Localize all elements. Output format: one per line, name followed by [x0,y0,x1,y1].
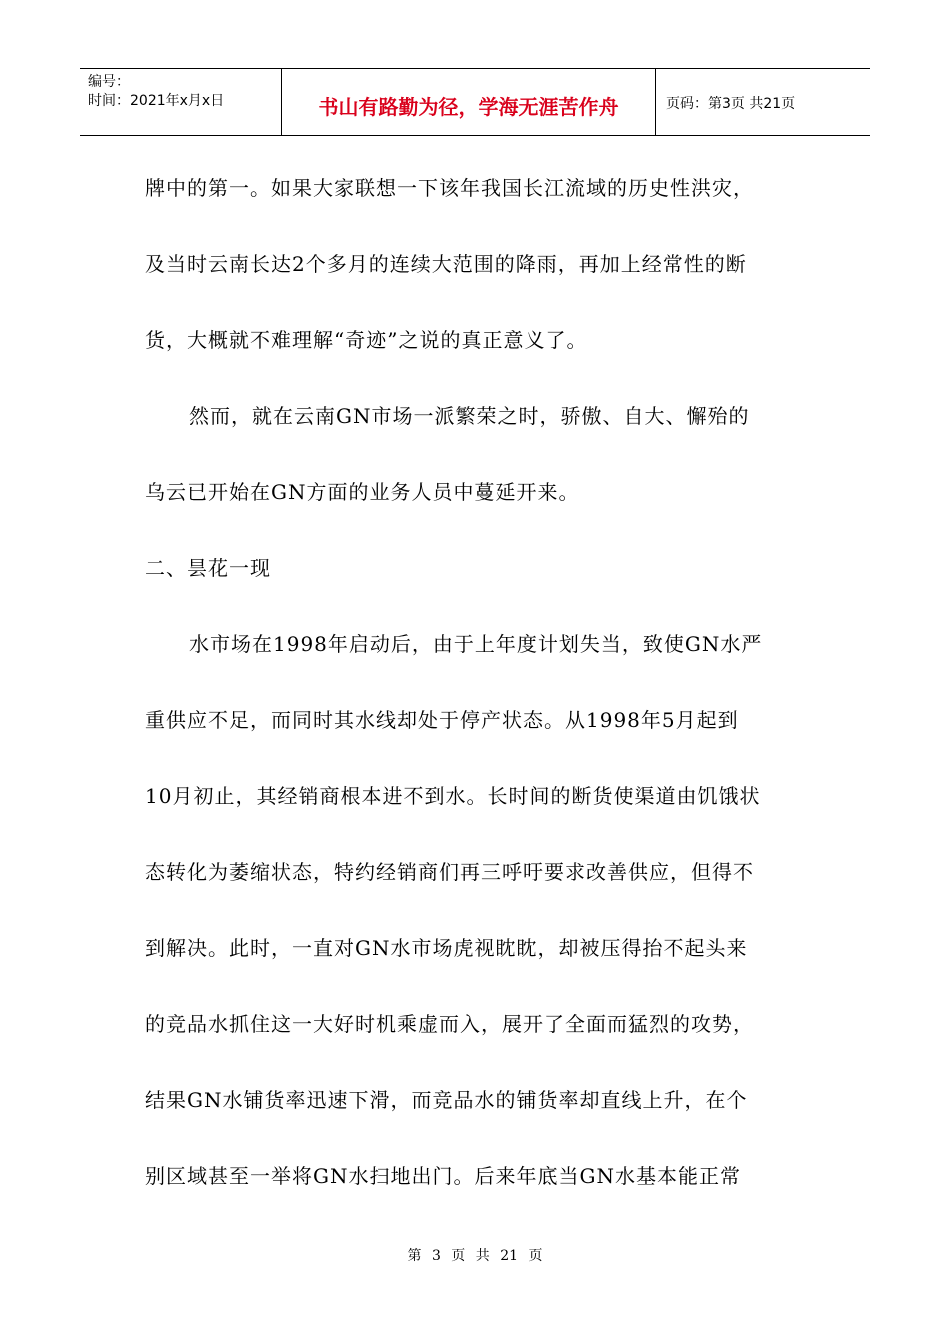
body-line: 然而，就在云南GN市场一派繁荣之时，骄傲、自大、懈殆的 [189,404,750,428]
document-time-label: 时间：2021年x月x日 [88,93,225,109]
body-line: 到解决。此时，一直对GN水市场虎视眈眈，却被压得抬不起头来 [145,936,748,960]
document-number-label: 编号： [88,74,130,90]
document-body [145,150,810,1214]
body-line: 的竞品水抓住这一大好时机乘虚而入，展开了全面而猛烈的攻势， [145,1012,754,1036]
header-motto: 书山有路勤为径，学海无涯苦作舟 [282,69,656,135]
body-line: 乌云已开始在GN方面的业务人员中蔓延开来。 [145,480,580,504]
body-line: 结果GN水铺货率迅速下滑，而竞品水的铺货率却直线上升，在个 [145,1088,748,1112]
body-line: 态转化为萎缩状态，特约经销商们再三呼吁要求改善供应，但得不 [145,860,754,884]
page-header [80,68,870,136]
page-footer: 第 3 页 共 21 页 [407,1248,543,1264]
header-meta [80,69,282,135]
body-line: 重供应不足，而同时其水线却处于停产状态。从1998年5月起到 [145,708,739,732]
body-line: 货，大概就不难理解“奇迹”之说的真正意义了。 [145,328,588,352]
body-line: 牌中的第一。如果大家联想一下该年我国长江流域的历史性洪灾， [145,176,754,200]
header-page-info: 页码：第3页 共21页 [666,96,796,112]
body-line: 及当时云南长达2个多月的连续大范围的降雨，再加上经常性的断 [145,252,747,276]
body-line: 10月初止，其经销商根本进不到水。长时间的断货使渠道由饥饿状 [145,784,761,808]
body-line: 水市场在1998年启动后，由于上年度计划失当，致使GN水严 [189,632,763,656]
body-line: 别区域甚至一举将GN水扫地出门。后来年底当GN水基本能正常 [145,1164,741,1188]
body-line: 二、昙花一现 [145,556,271,580]
